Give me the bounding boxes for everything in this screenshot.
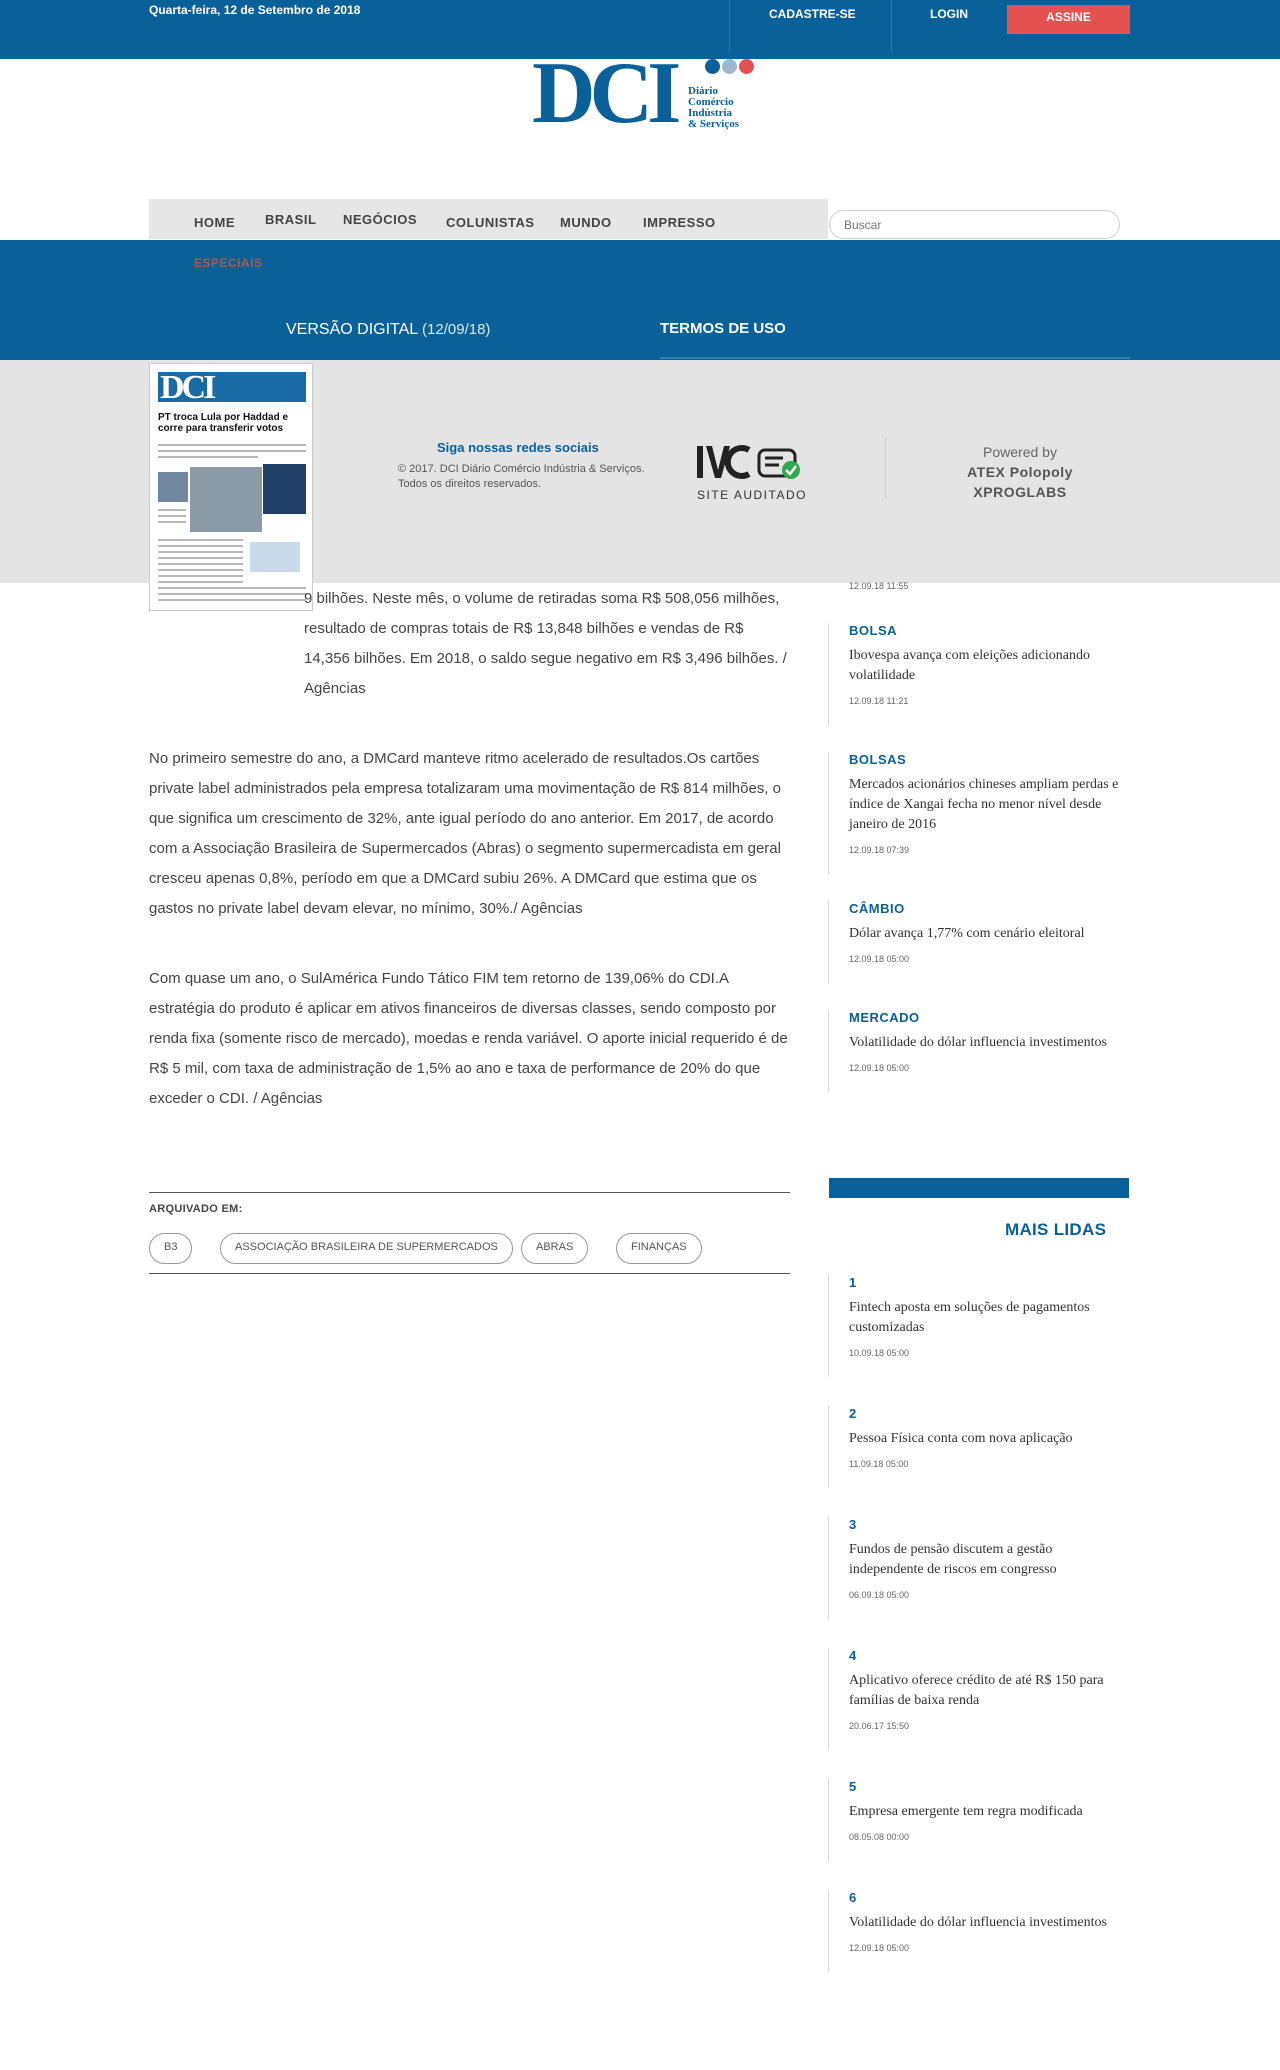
news-title[interactable]: Dólar avança 1,77% com cenário eleitoral	[849, 926, 1085, 941]
most-read-time: 12.09.18 05:00	[849, 1943, 910, 1953]
most-read-time: 11.09.18 05:00	[849, 1459, 909, 1469]
news-category[interactable]: BOLSA	[849, 623, 897, 638]
news-time: 12.09.18 11:55	[849, 581, 909, 591]
news-time: 12.09.18 05:00	[849, 1063, 910, 1073]
nav-colunistas[interactable]: COLUNISTAS	[446, 215, 535, 230]
news-item	[849, 752, 1129, 855]
digital-version-band	[0, 240, 1280, 360]
news-item	[849, 623, 1129, 706]
most-read-time: 20.06.17 15:50	[849, 1721, 910, 1731]
article-paragraph: No primeiro semestre do ano, a DMCard manteve ritmo acelerado de resultados.Os cartões private label administrados pela empresa totalizaram uma movimentação de R$ 814 milhões, o que significa um crescimento de 32%, ante igual período do ano anterior. Em 2017, de acordo com a Associação Brasileira de Supermercados (Abras) o segmento supermercadista em geral cresceu apenas 0,8%, período em que a DMCard subiu 26%. A DMCard que estima que os gastos no private label devam elevar, no mínimo, 30%./ Agências	[149, 750, 781, 917]
thumbnail-masthead: DCI	[158, 372, 306, 402]
most-read-rank: 6	[849, 1890, 857, 1905]
terms-underline	[660, 357, 1130, 359]
nav-impresso[interactable]: IMPRESSO	[643, 215, 716, 230]
social-heading[interactable]: Siga nossas redes sociais	[437, 440, 599, 455]
search-input[interactable]	[829, 210, 1120, 239]
nav-mundo[interactable]: MUNDO	[560, 215, 612, 230]
most-read-title-link[interactable]: Pessoa Física conta com nova aplicação	[849, 1431, 1073, 1446]
tag-abras-full[interactable]: ASSOCIAÇÃO BRASILEIRA DE SUPERMERCADOS	[220, 1233, 513, 1264]
most-read-rank: 5	[849, 1779, 857, 1794]
most-read-item	[849, 1648, 1129, 1731]
article-paragraph: 9 bilhões. Neste mês, o volume de retiradas soma R$ 508,056 milhões, resultado de compras totais de R$ 13,848 bilhões e vendas de R$ 14,356 bilhões. Em 2018, o saldo segue negativo em R$ 3,496 bilhões. / Agências	[304, 590, 787, 697]
most-read-item	[849, 1890, 1129, 1953]
news-title[interactable]: Mercados acionários chineses ampliam perdas e índice de Xangai fecha no menor nível desde janeiro de 2016	[849, 777, 1119, 832]
logo-dot-gray	[722, 59, 737, 74]
tag-financas[interactable]: FINANÇAS	[616, 1233, 702, 1264]
most-read-title-link[interactable]: Aplicativo oferece crédito de até R$ 150 para famílias de baixa renda	[849, 1673, 1104, 1708]
news-category[interactable]: BOLSAS	[849, 752, 907, 767]
news-title[interactable]: Volatilidade do dólar influencia investimentos	[849, 1035, 1107, 1050]
most-read-bar	[829, 1178, 1129, 1198]
nav-home[interactable]: HOME	[194, 215, 235, 230]
ivc-label: SITE AUDITADO	[697, 488, 807, 502]
terms-link[interactable]: TERMOS DE USO	[660, 320, 786, 337]
tags-label: ARQUIVADO EM:	[149, 1203, 243, 1215]
tag-b3[interactable]: B3	[149, 1233, 192, 1264]
most-read-item	[849, 1406, 1129, 1469]
most-read-title: MAIS LIDAS	[1005, 1220, 1107, 1239]
most-read-time: 06.09.18 05:00	[849, 1590, 910, 1600]
most-read-rank: 2	[849, 1406, 857, 1421]
most-read-rank: 1	[849, 1275, 857, 1290]
main-nav	[149, 199, 828, 239]
top-separator	[891, 0, 892, 52]
article-body	[149, 584, 789, 1154]
register-link[interactable]: CADASTRE-SE	[769, 7, 856, 21]
news-item	[849, 1010, 1129, 1073]
thumbnail-headline: PT troca Lula por Haddad e corre para transferir votos	[158, 412, 289, 434]
news-item	[849, 901, 1129, 964]
most-read-item	[849, 1517, 1129, 1600]
copyright-text: © 2017. DCI Diário Comércio Indústria & Serviços. Todos os direitos reservados.	[398, 463, 645, 490]
most-read-time: 10.09.18 05:00	[849, 1348, 910, 1358]
tag-abras[interactable]: ABRAS	[521, 1233, 588, 1264]
most-read-title-link[interactable]: Fintech aposta em soluções de pagamentos customizadas	[849, 1300, 1090, 1335]
thumbnail-photo	[158, 472, 188, 502]
tags-divider-top	[149, 1192, 790, 1193]
thumbnail-box	[263, 464, 306, 514]
nav-especiais[interactable]: ESPECIAIS	[194, 256, 263, 270]
most-read-time: 08.05.08 00:00	[849, 1832, 910, 1842]
most-read-title-link[interactable]: Fundos de pensão discutem a gestão independente de riscos em congresso	[849, 1542, 1057, 1577]
news-time: 12.09.18 05:00	[849, 954, 910, 964]
most-read-item	[849, 1275, 1129, 1358]
print-edition-thumbnail[interactable]	[149, 363, 313, 611]
logo-tagline: Diário Comércio Indústria & Serviços	[688, 85, 740, 130]
news-category[interactable]: MERCADO	[849, 1010, 920, 1025]
powered-atex[interactable]: ATEX Polopoly	[967, 464, 1073, 480]
ivc-logo-icon	[697, 444, 803, 484]
logo-dot-red	[739, 59, 754, 74]
digital-version-link[interactable]	[286, 321, 490, 339]
digital-version-label: VERSÃO DIGITAL	[286, 321, 418, 338]
powered-xproglabs[interactable]: XPROGLABS	[973, 484, 1067, 500]
most-read-title-link[interactable]: Empresa emergente tem regra modificada	[849, 1804, 1083, 1819]
thumbnail-photo	[190, 467, 262, 532]
most-read-title-link[interactable]: Volatilidade do dólar influencia investimentos	[849, 1915, 1107, 1930]
dci-logo[interactable]	[532, 45, 752, 142]
most-read-rank: 3	[849, 1517, 857, 1532]
subscribe-button[interactable]: ASSINE	[1007, 5, 1130, 34]
news-time: 12.09.18 11:21	[849, 696, 909, 706]
logo-dot-blue	[705, 59, 720, 74]
powered-by: Powered by ATEX Polopoly XPROGLABS	[940, 442, 1100, 502]
nav-negocios[interactable]: NEGÓCIOS	[343, 212, 418, 227]
news-category[interactable]: CÂMBIO	[849, 901, 905, 916]
news-title[interactable]: Ibovespa avança com eleições adicionando volatilidade	[849, 648, 1091, 683]
most-read-rank: 4	[849, 1648, 857, 1663]
footer-separator	[885, 438, 886, 498]
current-date: Quarta-feira, 12 de Setembro de 2018	[149, 3, 361, 17]
logo-letters: DCI	[532, 45, 676, 142]
tags-divider-bottom	[149, 1273, 790, 1274]
digital-version-date: (12/09/18)	[422, 321, 491, 338]
thumbnail-chart	[250, 542, 300, 572]
news-time: 12.09.18 07:39	[849, 845, 910, 855]
top-separator	[729, 0, 730, 52]
nav-brasil[interactable]: BRASIL	[265, 212, 317, 227]
most-read-item	[849, 1779, 1129, 1842]
article-paragraph: Com quase um ano, o SulAmérica Fundo Tático FIM tem retorno de 139,06% do CDI.A estratégia do produto é aplicar em ativos financeiros de diversas classes, sendo composto por renda fixa (somente risco de mercado), moedas e renda variável. O aporte inicial requerido é de R$ 5 mil, com taxa de administração de 1,5% ao ano e taxa de performance de 20% do que exceder o CDI. / Agências	[149, 970, 788, 1107]
login-link[interactable]: LOGIN	[930, 7, 968, 21]
